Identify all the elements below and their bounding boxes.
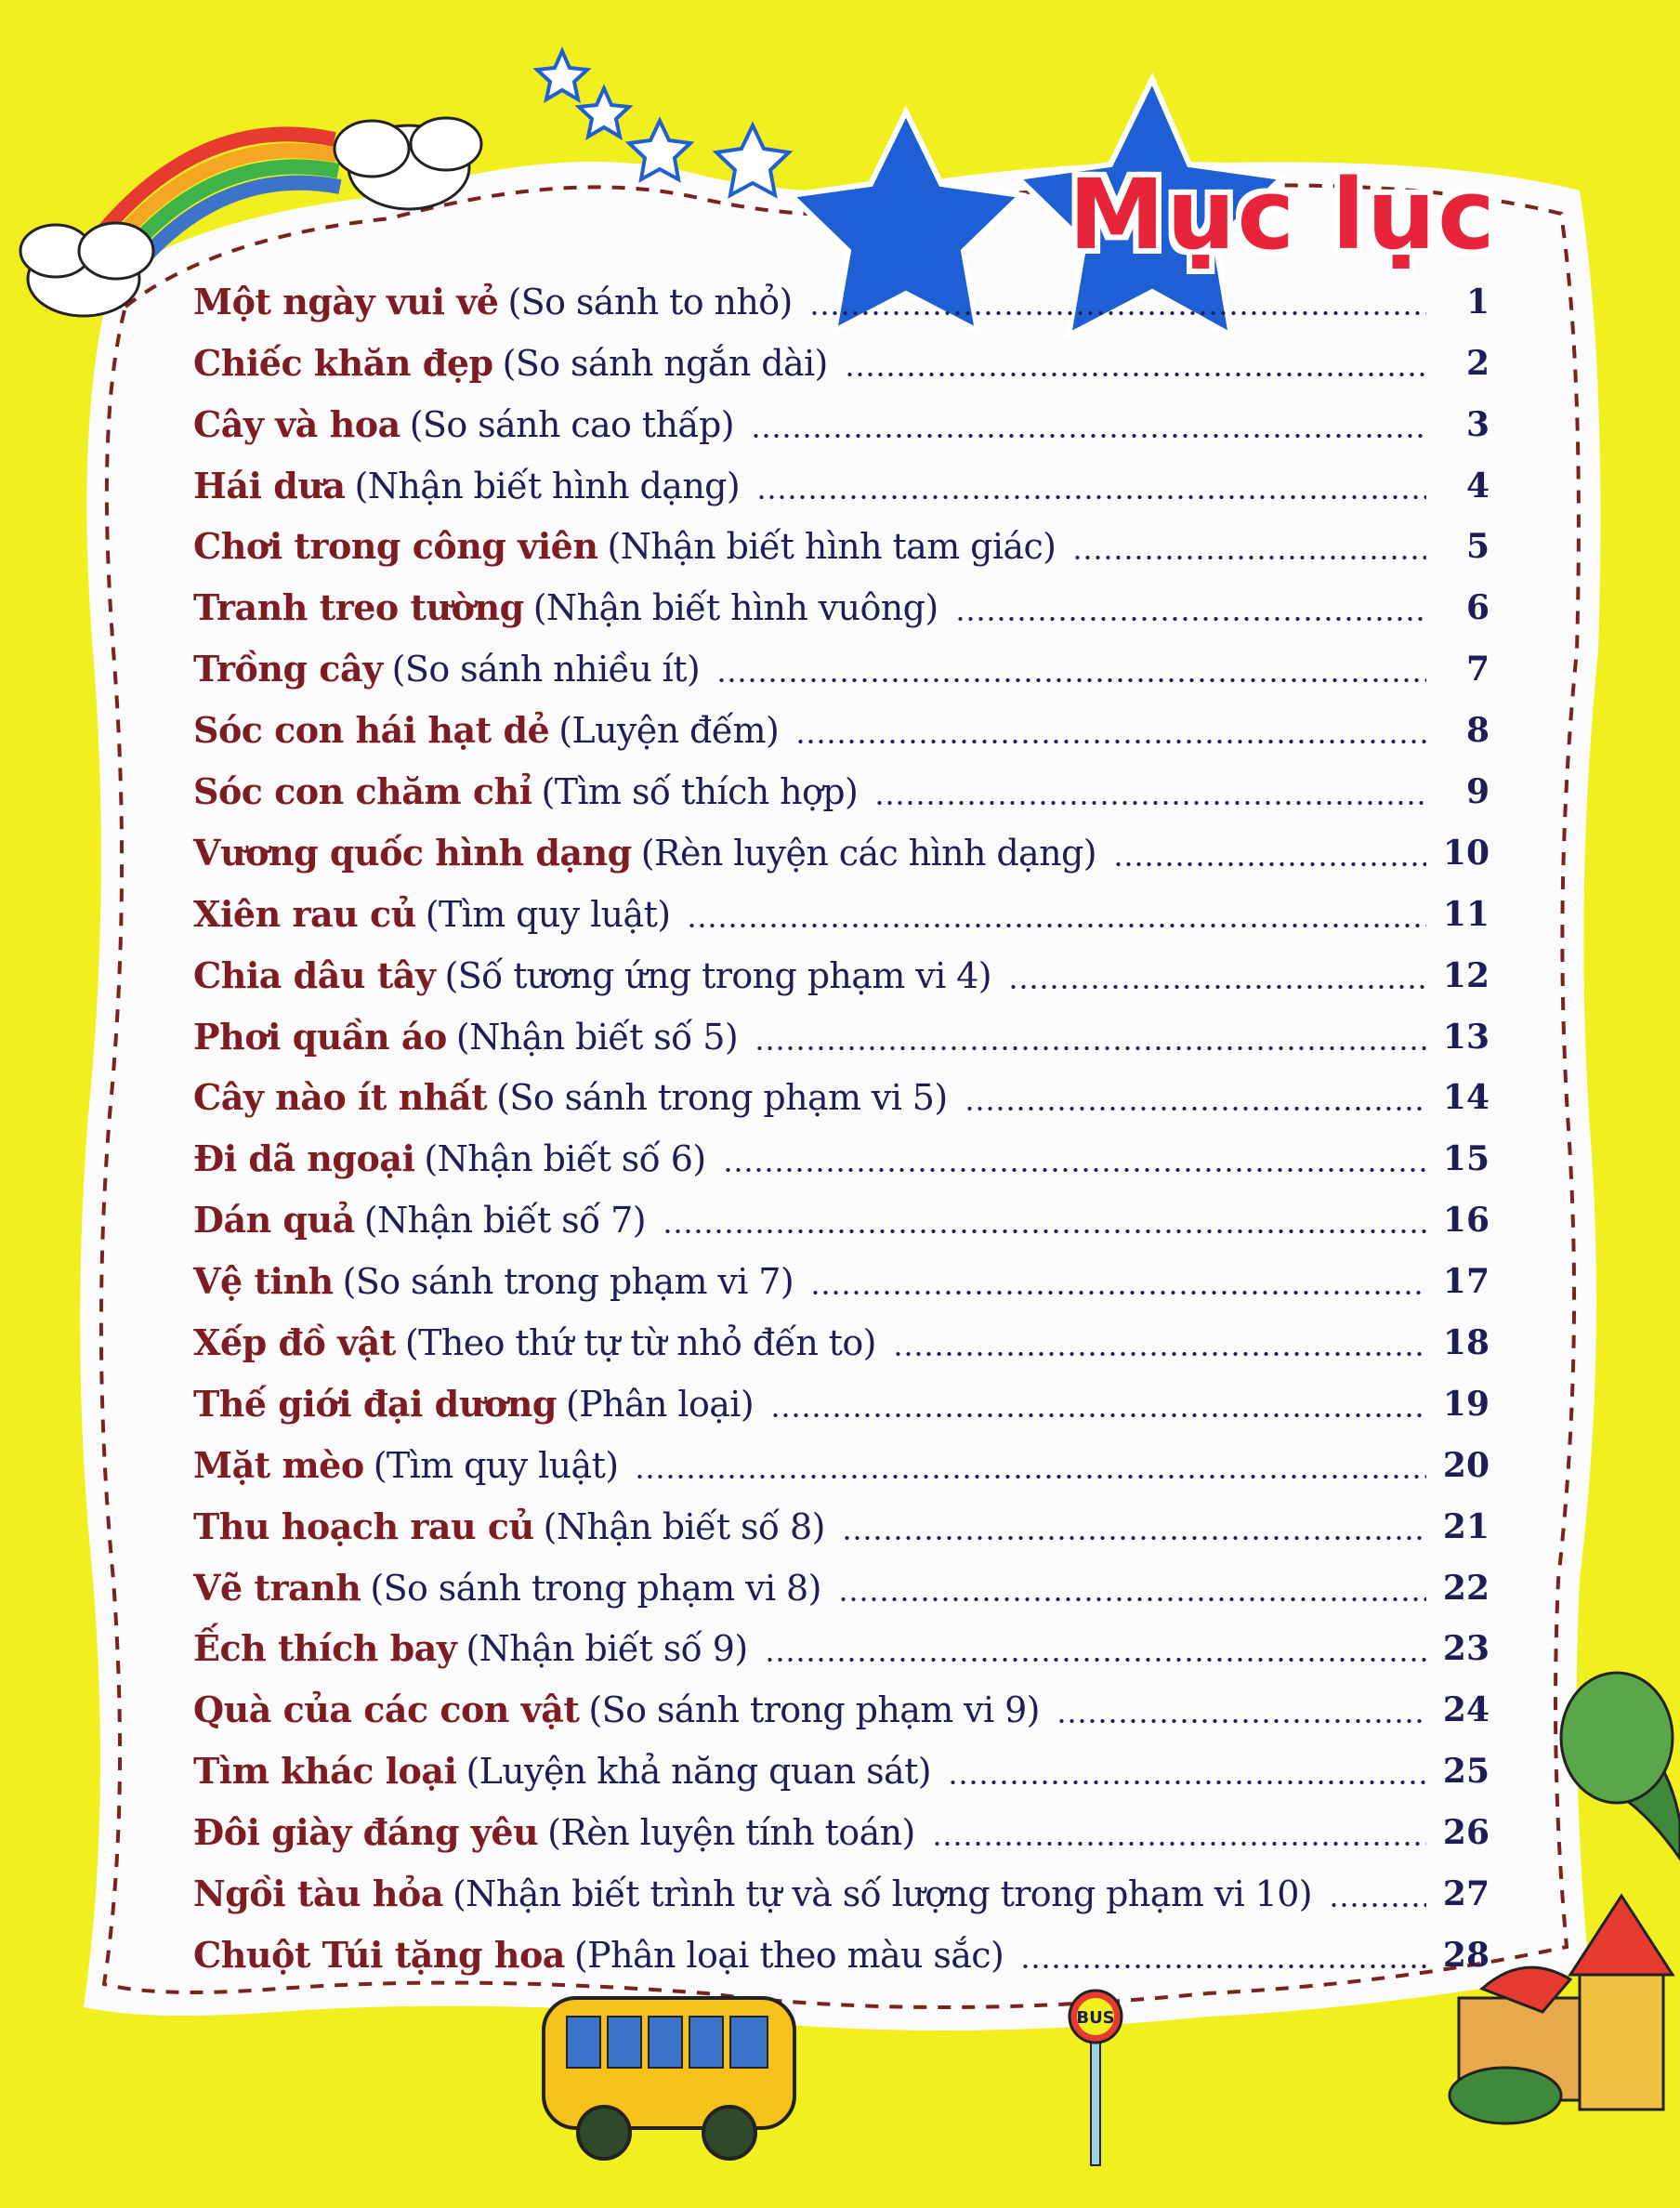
toc-entry-description: (Tìm quy luật)	[373, 1444, 619, 1486]
toc-entry-title: Dán quả	[193, 1199, 355, 1242]
toc-entry-title: Đôi giày đáng yêu	[193, 1811, 539, 1854]
toc-entry-description: (Phân loại theo màu sắc)	[573, 1934, 1004, 1976]
toc-entry	[193, 822, 1490, 884]
toc-entry-description: (So sánh cao thấp)	[409, 403, 734, 445]
dot-leader	[1329, 1902, 1426, 1908]
toc-entry-description: (So sánh nhiều ít)	[391, 649, 701, 690]
toc-page-number: 5	[1465, 527, 1490, 567]
toc-entry-title: Cây nào ít nhất	[193, 1076, 488, 1119]
toc-page-number: 24	[1442, 1690, 1490, 1730]
toc-entry-title: Xiên rau củ	[193, 892, 416, 935]
toc-page-number: 19	[1442, 1384, 1490, 1424]
toc-entry-description: (Tìm số thích hợp)	[541, 771, 859, 813]
toc-entry-title: Chiếc khăn đẹp	[193, 341, 493, 384]
toc-entry	[193, 1741, 1490, 1802]
toc-entry-description: (Nhận biết số 6)	[424, 1138, 706, 1180]
toc-page-number: 4	[1465, 466, 1490, 506]
toc-page-number: 20	[1442, 1445, 1490, 1485]
toc-page-number: 18	[1442, 1323, 1490, 1363]
toc-page-number: 25	[1442, 1752, 1490, 1792]
toc-entry-title: Chia dâu tây	[193, 953, 436, 996]
toc-entry-description: (Nhận biết hình vuông)	[532, 587, 938, 629]
toc-entry-description: (Nhận biết hình dạng)	[354, 465, 741, 506]
toc-page-number: 16	[1442, 1201, 1490, 1241]
dot-leader	[874, 800, 1426, 806]
toc-entry-description: (So sánh to nhỏ)	[507, 281, 793, 322]
dot-leader	[1113, 861, 1426, 867]
toc-entry	[193, 1189, 1490, 1251]
toc-page-number: 8	[1465, 711, 1490, 751]
toc-entry-title: Sóc con hái hạt dẻ	[193, 709, 550, 752]
dot-leader	[1020, 1964, 1426, 1969]
toc-entry-description: (So sánh trong phạm vi 7)	[342, 1261, 794, 1303]
dot-leader	[687, 923, 1426, 928]
toc-entry	[193, 761, 1490, 822]
toc-page-number: 27	[1442, 1874, 1490, 1914]
dot-leader	[751, 433, 1426, 439]
toc-page-number: 2	[1465, 343, 1490, 383]
toc-entry-description: (Nhận biết số 9)	[466, 1628, 748, 1670]
bus-stop-label: BUS	[1076, 2008, 1115, 2028]
toc-entry	[193, 1128, 1490, 1189]
dot-leader	[842, 1535, 1426, 1541]
toc-entry	[193, 1863, 1490, 1925]
toc-entry	[193, 1496, 1490, 1557]
toc-entry	[193, 945, 1490, 1006]
toc-page-number: 7	[1465, 650, 1490, 690]
toc-entry-description: (So sánh trong phạm vi 8)	[370, 1567, 821, 1609]
toc-entry	[193, 333, 1490, 394]
toc-entry-title: Vệ tinh	[193, 1260, 334, 1303]
dot-leader	[716, 677, 1426, 683]
dot-leader	[838, 1597, 1426, 1602]
dot-leader	[1008, 984, 1426, 990]
toc-entry	[193, 638, 1490, 700]
toc-entry-description: (Theo thứ tự từ nhỏ đến to)	[404, 1322, 876, 1364]
toc-page-number: 22	[1442, 1568, 1490, 1608]
dot-leader	[795, 739, 1426, 744]
dot-leader	[932, 1841, 1426, 1847]
toc-entry-description: (Phân loại)	[565, 1383, 755, 1425]
dot-leader	[755, 1045, 1426, 1051]
toc-page-number: 10	[1442, 833, 1490, 873]
table-of-contents	[193, 271, 1490, 1986]
toc-page-number: 28	[1442, 1935, 1490, 1975]
dot-leader	[1072, 555, 1426, 560]
toc-page-number: 6	[1465, 588, 1490, 628]
dot-leader	[810, 1290, 1426, 1295]
toc-entry	[193, 1435, 1490, 1496]
toc-entry-description: (Rèn luyện các hình dạng)	[640, 832, 1096, 874]
toc-entry	[193, 577, 1490, 638]
toc-entry-title: Ngồi tàu hỏa	[193, 1873, 443, 1915]
toc-entry-title: Sóc con chăm chỉ	[193, 770, 532, 813]
toc-entry	[193, 1679, 1490, 1741]
toc-entry-title: Thu hoạch rau củ	[193, 1505, 534, 1547]
toc-entry	[193, 1006, 1490, 1068]
toc-entry-description: (Luyện đếm)	[558, 710, 780, 752]
dot-leader	[723, 1167, 1426, 1173]
toc-entry	[193, 1251, 1490, 1312]
toc-entry-title: Vẽ tranh	[193, 1566, 361, 1609]
toc-entry	[193, 1802, 1490, 1863]
toc-entry-title: Chơi trong công viên	[193, 525, 598, 568]
toc-page-number: 15	[1442, 1139, 1490, 1179]
toc-entry-description: (Nhận biết số 8)	[543, 1505, 825, 1547]
toc-entry-description: (So sánh ngắn dài)	[502, 342, 828, 384]
toc-entry-title: Ếch thích bay	[193, 1627, 457, 1670]
toc-entry	[193, 700, 1490, 761]
dot-leader	[845, 372, 1426, 377]
toc-entry-description: (Tìm quy luật)	[425, 893, 671, 935]
toc-entry	[193, 1373, 1490, 1435]
toc-entry-title: Xếp đồ vật	[193, 1321, 396, 1364]
toc-entry	[193, 1925, 1490, 1986]
toc-entry-title: Chuột Túi tặng hoa	[193, 1933, 565, 1976]
toc-entry-title: Tìm khác loại	[193, 1750, 457, 1793]
toc-entry-title: Phơi quần áo	[193, 1015, 447, 1058]
toc-page-number: 26	[1442, 1813, 1490, 1853]
toc-entry	[193, 1619, 1490, 1680]
toc-entry-title: Tranh treo tường	[193, 586, 524, 629]
toc-entry-title: Cây và hoa	[193, 402, 400, 445]
page-title: Mục lục	[1069, 158, 1497, 271]
toc-entry	[193, 394, 1490, 455]
toc-entry-description: (Nhận biết hình tam giác)	[607, 526, 1057, 568]
toc-page-number: 13	[1442, 1017, 1490, 1057]
toc-page-number: 9	[1465, 772, 1490, 812]
dot-leader	[965, 1106, 1426, 1111]
toc-entry-description: (So sánh trong phạm vi 5)	[496, 1077, 948, 1119]
toc-page-number: 14	[1442, 1078, 1490, 1118]
toc-entry	[193, 517, 1490, 578]
toc-entry	[193, 455, 1490, 517]
toc-entry-description: (Nhận biết trình tự và số lượng trong phạm vi 10)	[452, 1873, 1313, 1915]
dot-leader	[948, 1780, 1426, 1785]
toc-entry-title: Đi dã ngoại	[193, 1137, 415, 1180]
toc-entry	[193, 884, 1490, 945]
toc-entry-title: Vương quốc hình dạng	[193, 831, 632, 874]
toc-entry	[193, 1312, 1490, 1373]
toc-entry-title: Một ngày vui vẻ	[193, 280, 499, 322]
dot-leader	[663, 1229, 1426, 1234]
toc-entry-title: Quà của các con vật	[193, 1689, 580, 1731]
toc-entry-description: (Rèn luyện tính toán)	[547, 1812, 915, 1854]
toc-page-number: 23	[1442, 1629, 1490, 1669]
toc-page-number: 3	[1465, 404, 1490, 444]
dot-leader	[635, 1474, 1426, 1479]
toc-entry-title: Hái dưa	[193, 464, 346, 506]
dot-leader	[809, 310, 1426, 316]
dot-leader	[955, 616, 1426, 622]
toc-entry	[193, 1068, 1490, 1129]
toc-entry-description: (Nhận biết số 5)	[455, 1016, 739, 1058]
toc-entry	[193, 271, 1490, 333]
dot-leader	[765, 1657, 1426, 1663]
toc-page-number: 11	[1442, 894, 1490, 934]
toc-entry-title: Trồng cây	[193, 648, 383, 690]
toc-entry-title: Thế giới đại dương	[193, 1382, 557, 1425]
toc-entry-description: (Luyện khả năng quan sát)	[466, 1751, 931, 1793]
toc-entry-description: (Số tương ứng trong phạm vi 4)	[444, 954, 991, 996]
dot-leader	[770, 1413, 1426, 1418]
dot-leader	[893, 1351, 1426, 1357]
toc-entry-description: (So sánh trong phạm vi 9)	[588, 1689, 1040, 1731]
toc-entry	[193, 1557, 1490, 1619]
toc-entry-description: (Nhận biết số 7)	[363, 1200, 646, 1242]
toc-page-number: 17	[1442, 1262, 1490, 1302]
toc-page-number: 1	[1465, 282, 1490, 322]
dot-leader	[756, 494, 1426, 500]
toc-page-number: 21	[1442, 1506, 1490, 1546]
toc-page-number: 12	[1442, 955, 1490, 995]
dot-leader	[1057, 1718, 1426, 1724]
toc-entry-title: Mặt mèo	[193, 1443, 364, 1486]
